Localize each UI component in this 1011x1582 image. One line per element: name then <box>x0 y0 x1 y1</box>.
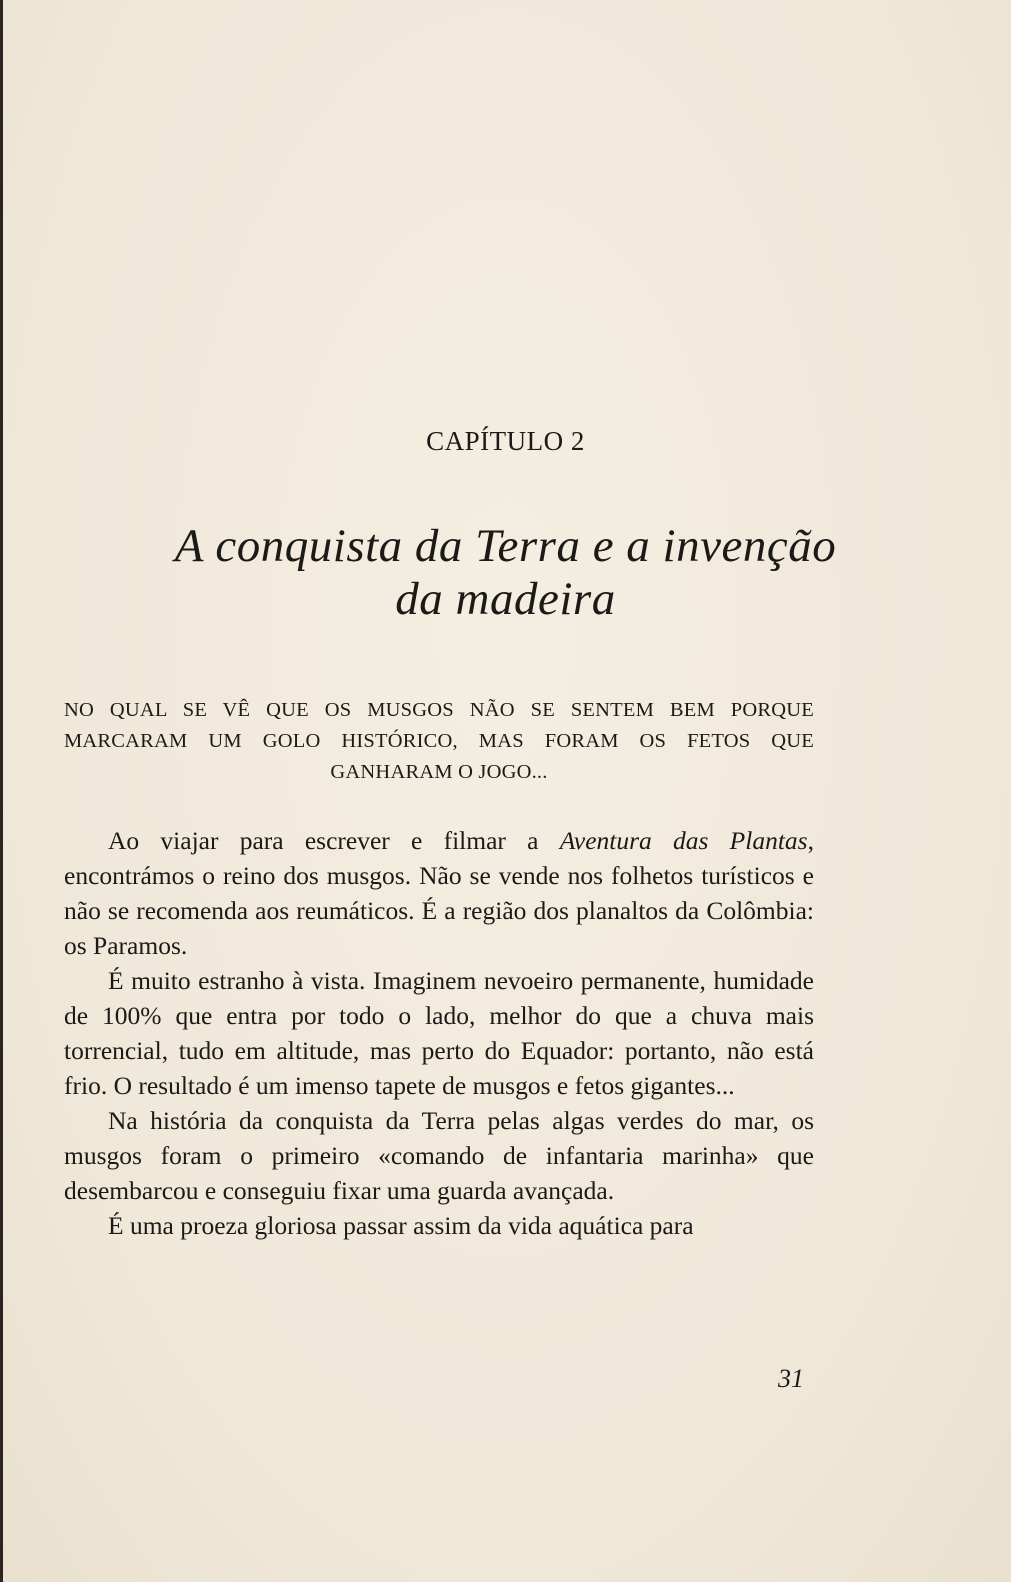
paragraph-2: É muito estranho à vista. Imaginem nevoeiro permanente, humidade de 100% que entra por todo o lado, melhor do que a chuva mais torrencial, tudo em altitude, mas perto do Equador: portanto, não está frio. O resultado é um imenso tapete de musgos e fetos gigantes... <box>64 966 814 1100</box>
paragraph-3: Na história da conquista da Terra pelas algas verdes do mar, os musgos foram o primeiro «comando de infantaria marinha» que desembarcou e conseguiu fixar uma guarda avançada. <box>64 1106 814 1205</box>
page-edge <box>0 0 3 1582</box>
chapter-title-line-1: A conquista da Terra e a invenção <box>174 520 837 572</box>
book-title-italic: Aventura das Plantas <box>559 826 808 855</box>
paragraph-1: Ao viajar para escrever e filmar a Aventura das Plantas, encontrámos o reino dos musgos. Não se vende nos folhetos turísticos e não se recomenda aos reumáticos. É a região dos planaltos da Colômbia: os Paramos. <box>64 826 814 960</box>
paragraph-4: É uma proeza gloriosa passar assim da vida aquática para <box>108 1211 694 1240</box>
body-text <box>64 823 814 1243</box>
chapter-title <box>0 520 1011 626</box>
chapter-title-line-2: da madeira <box>395 573 616 625</box>
chapter-summary: NO QUAL SE VÊ QUE OS MUSGOS NÃO SE SENTEM BEM PORQUE MARCARAM UM GOLO HISTÓRICO, MAS FORAM OS FETOS QUE GANHARAM O JOGO... <box>64 699 814 783</box>
page-number: 31 <box>778 1364 804 1393</box>
chapter-label: CAPÍTULO 2 <box>426 426 585 456</box>
